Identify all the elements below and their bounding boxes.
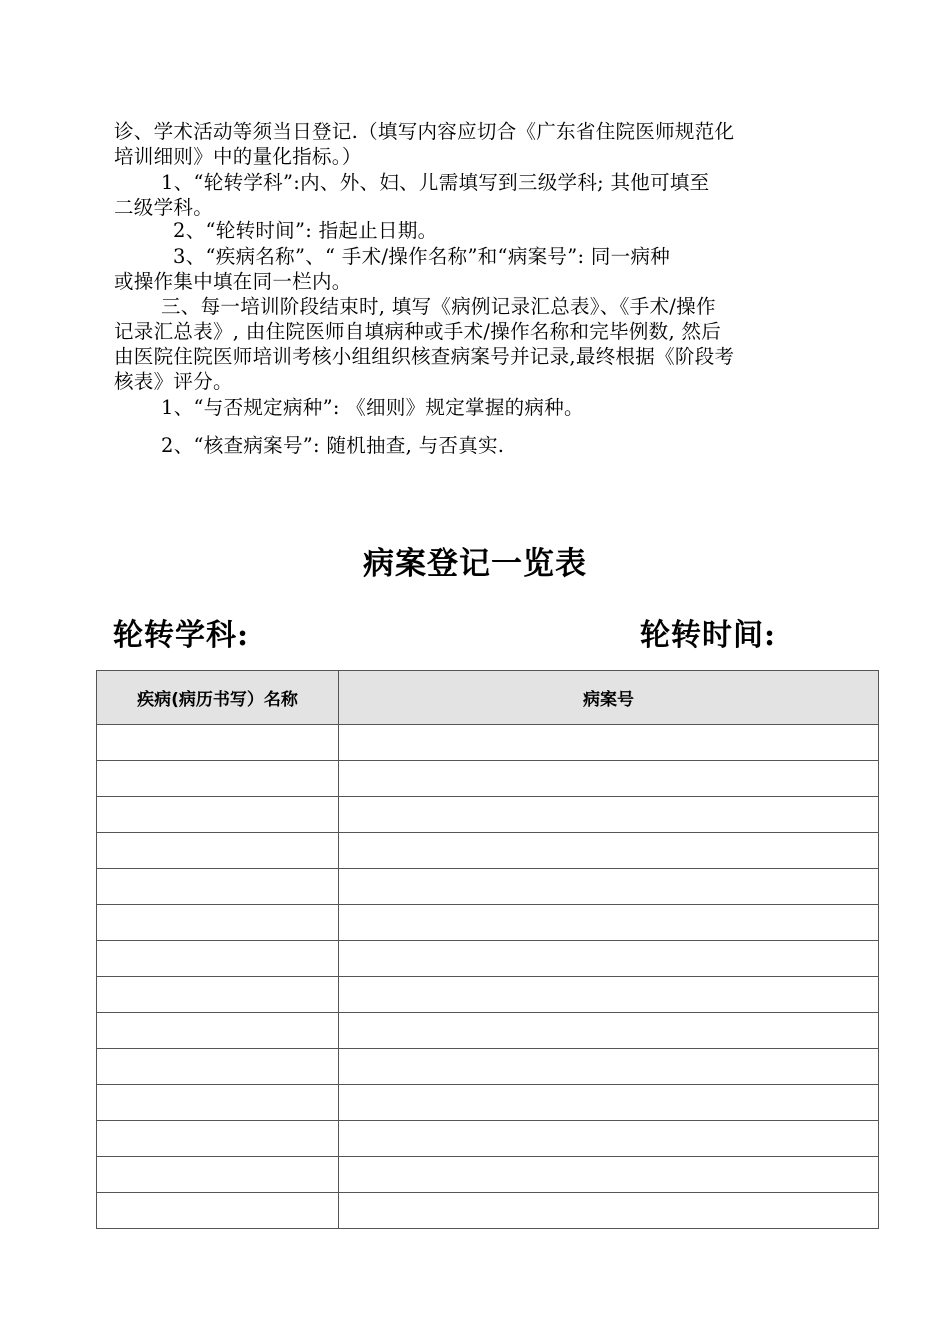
case-number-cell[interactable] [339, 1013, 879, 1049]
instruction-line: 由医院住院医师培训考核小组组织核查病案号并记录,最终根据《阶段考 [114, 345, 735, 368]
case-number-cell[interactable] [339, 725, 879, 761]
case-number-cell[interactable] [339, 977, 879, 1013]
disease-name-cell[interactable] [97, 797, 339, 833]
form-title: 病案登记一览表 [363, 546, 587, 582]
instruction-line: 培训细则》中的量化指标。） [114, 145, 362, 168]
case-record-table [96, 670, 879, 1229]
table-row [97, 1193, 879, 1229]
disease-name-cell[interactable] [97, 977, 339, 1013]
disease-name-cell[interactable] [97, 833, 339, 869]
table-row [97, 905, 879, 941]
case-number-cell[interactable] [339, 1193, 879, 1229]
table-row [97, 1049, 879, 1085]
case-number-cell[interactable] [339, 1049, 879, 1085]
instruction-line: 2、“核查病案号”: 随机抽查, 与否真实. [161, 434, 505, 457]
disease-name-cell[interactable] [97, 1157, 339, 1193]
instruction-line: 1、“与否规定病种”: 《细则》规定掌握的病种。 [161, 396, 584, 419]
table-body [97, 725, 879, 1229]
case-number-cell[interactable] [339, 761, 879, 797]
case-number-cell[interactable] [339, 1157, 879, 1193]
disease-name-cell[interactable] [97, 761, 339, 797]
rotation-time-label: 轮转时间: [640, 618, 777, 653]
instruction-line: 2、“轮转时间”: 指起止日期。 [173, 219, 438, 242]
instruction-line: 核表》评分。 [114, 370, 233, 393]
case-number-cell[interactable] [339, 797, 879, 833]
disease-name-cell[interactable] [97, 725, 339, 761]
disease-name-header: 疾病(病历书写）名称 [97, 671, 339, 725]
case-number-header: 病案号 [339, 671, 879, 725]
table-row [97, 1013, 879, 1049]
disease-name-cell[interactable] [97, 1013, 339, 1049]
table-row [97, 977, 879, 1013]
disease-name-cell[interactable] [97, 1193, 339, 1229]
table-row [97, 869, 879, 905]
instruction-line: 诊、学术活动等须当日登记.（填写内容应切合《广东省住院医师规范化 [114, 120, 735, 143]
table-row [97, 1157, 879, 1193]
disease-name-cell[interactable] [97, 1121, 339, 1157]
table-row [97, 725, 879, 761]
table-row [97, 941, 879, 977]
table-row [97, 761, 879, 797]
table-row [97, 1121, 879, 1157]
table-header-row [97, 671, 879, 725]
case-number-cell[interactable] [339, 905, 879, 941]
table-row [97, 833, 879, 869]
table-row [97, 797, 879, 833]
case-number-cell[interactable] [339, 1121, 879, 1157]
disease-name-cell[interactable] [97, 941, 339, 977]
case-number-cell[interactable] [339, 941, 879, 977]
disease-name-cell[interactable] [97, 1085, 339, 1121]
table-row [97, 1085, 879, 1121]
instruction-line: 二级学科。 [114, 196, 214, 219]
disease-name-cell[interactable] [97, 869, 339, 905]
instruction-line: 记录汇总表》, 由住院医师自填病种或手术/操作名称和完毕例数, 然后 [114, 320, 722, 343]
instruction-line: 三、每一培训阶段结束时, 填写《病例记录汇总表》、《手术/操作 [161, 295, 716, 318]
case-number-cell[interactable] [339, 1085, 879, 1121]
instruction-line: 或操作集中填在同一栏内。 [114, 270, 352, 293]
disease-name-cell[interactable] [97, 905, 339, 941]
instruction-line: 3、“疾病名称”、“ 手术/操作名称”和“病案号”: 同一病种 [173, 245, 671, 268]
instruction-line: 1、“轮转学科”:内、外、妇、儿需填写到三级学科; 其他可填至 [161, 171, 710, 194]
case-number-cell[interactable] [339, 833, 879, 869]
case-number-cell[interactable] [339, 869, 879, 905]
disease-name-cell[interactable] [97, 1049, 339, 1085]
rotation-subject-label: 轮转学科: [113, 618, 250, 653]
